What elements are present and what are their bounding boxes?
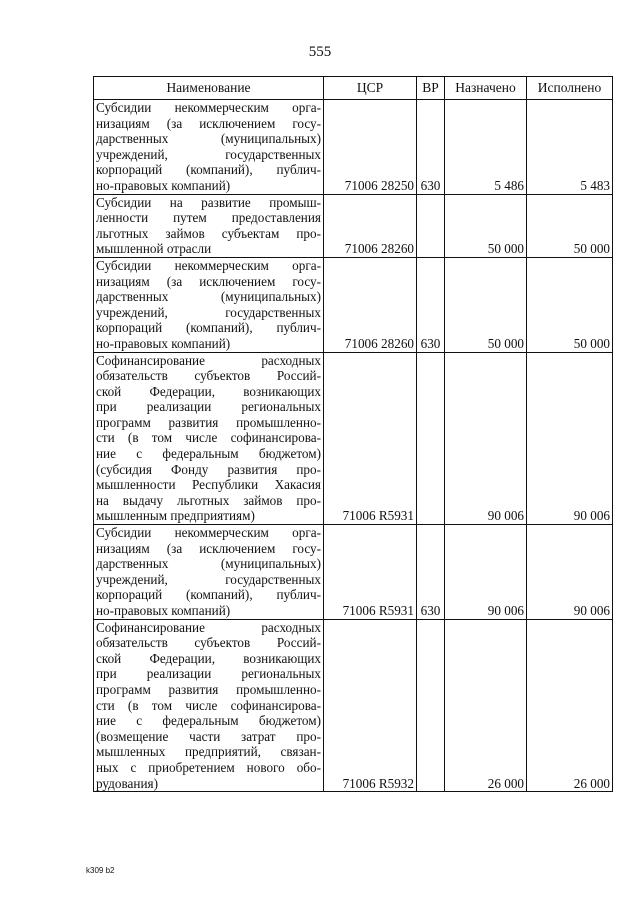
row-name-line: низациям (за исключением госу- bbox=[96, 273, 321, 289]
row-name-line: ных с приобретением нового обо- bbox=[96, 759, 321, 775]
row-name-line: ние с федеральным бюджетом) bbox=[96, 713, 321, 729]
table-row bbox=[94, 352, 613, 525]
row-vr bbox=[417, 619, 445, 792]
row-assigned: 5 486 bbox=[445, 100, 527, 195]
row-assigned: 50 000 bbox=[445, 257, 527, 352]
row-name-line: но-правовых компаний) bbox=[96, 603, 231, 618]
row-name-line: ленности путем предоставления bbox=[96, 210, 321, 226]
row-name-line: корпораций (компаний), публич- bbox=[96, 587, 321, 603]
row-name bbox=[94, 257, 324, 352]
row-name-line: (субсидия Фонду развития про- bbox=[96, 461, 321, 477]
row-name-line: дарственных (муниципальных) bbox=[96, 289, 321, 305]
row-name bbox=[94, 194, 324, 257]
row-name-line: мышленным предприятиям) bbox=[96, 508, 255, 524]
row-name-line: мышленных предприятий, связан- bbox=[96, 744, 321, 760]
row-name-line: низациям (за исключением госу- bbox=[96, 115, 321, 131]
row-name-line: на выдачу льготных займов про- bbox=[96, 492, 321, 508]
header-executed: Исполнено bbox=[527, 77, 613, 100]
row-executed: 50 000 bbox=[527, 194, 613, 257]
table-row bbox=[94, 619, 613, 792]
row-name-line: Субсидии некоммерческим орга- bbox=[96, 525, 321, 541]
row-name-line: низациям (за исключением госу- bbox=[96, 540, 321, 556]
row-assigned: 26 000 bbox=[445, 619, 527, 792]
row-name bbox=[94, 100, 324, 195]
table-row bbox=[94, 100, 613, 195]
row-name-line: ние с федеральным бюджетом) bbox=[96, 446, 321, 462]
row-executed: 90 006 bbox=[527, 352, 613, 525]
header-vr: ВР bbox=[417, 77, 445, 100]
header-assigned: Назначено bbox=[445, 77, 527, 100]
row-name-line: программ развития промышленно- bbox=[96, 414, 321, 430]
header-csr: ЦСР bbox=[324, 77, 417, 100]
row-name-line: учреждений, государственных bbox=[96, 571, 321, 587]
row-executed: 90 006 bbox=[527, 525, 613, 620]
row-name-line: корпораций (компаний), публич- bbox=[96, 320, 321, 336]
row-assigned: 90 006 bbox=[445, 352, 527, 525]
row-vr bbox=[417, 194, 445, 257]
row-name-line: Субсидии некоммерческим орга- bbox=[96, 257, 321, 273]
row-name-line: программ развития промышленно- bbox=[96, 681, 321, 697]
row-name-line: (возмещение части затрат про- bbox=[96, 728, 321, 744]
table-row bbox=[94, 194, 613, 257]
row-name-line: но-правовых компаний) bbox=[96, 335, 231, 351]
row-vr: 630 bbox=[417, 257, 445, 352]
row-name-line: корпораций (компаний), публич- bbox=[96, 162, 321, 178]
row-name-line: учреждений, государственных bbox=[96, 146, 321, 162]
row-name-line: ской Федерации, возникающих bbox=[96, 383, 321, 399]
row-name-line: но-правовых компаний) bbox=[96, 177, 231, 193]
row-name-line: льготных займов субъектам про- bbox=[96, 225, 321, 241]
row-name-line: мышленности Республики Хакасия bbox=[96, 477, 321, 493]
row-name bbox=[94, 619, 324, 792]
row-name-line: обязательств субъектов Россий- bbox=[96, 368, 321, 384]
table-body bbox=[94, 100, 613, 792]
row-name-line: учреждений, государственных bbox=[96, 304, 321, 320]
row-vr bbox=[417, 352, 445, 525]
row-name-line: сти (в том числе софинансирова- bbox=[96, 697, 321, 713]
row-executed: 5 483 bbox=[527, 100, 613, 195]
row-csr: 71006 28260 bbox=[324, 257, 417, 352]
row-csr: 71006 28250 bbox=[324, 100, 417, 195]
row-csr: 71006 R5931 bbox=[324, 352, 417, 525]
row-name-line: дарственных (муниципальных) bbox=[96, 131, 321, 147]
row-csr: 71006 R5931 bbox=[324, 525, 417, 620]
row-vr: 630 bbox=[417, 100, 445, 195]
row-assigned: 90 006 bbox=[445, 525, 527, 620]
row-csr: 71006 28260 bbox=[324, 194, 417, 257]
row-name-line: дарственных (муниципальных) bbox=[96, 556, 321, 572]
budget-table bbox=[93, 76, 613, 792]
footer-code: k309 b2 bbox=[86, 866, 115, 875]
table-row bbox=[94, 257, 613, 352]
row-name-line: обязательств субъектов Россий- bbox=[96, 635, 321, 651]
row-name bbox=[94, 525, 324, 620]
row-name bbox=[94, 352, 324, 525]
row-assigned: 50 000 bbox=[445, 194, 527, 257]
table-header-row bbox=[94, 77, 613, 100]
row-executed: 26 000 bbox=[527, 619, 613, 792]
row-name-line: ской Федерации, возникающих bbox=[96, 650, 321, 666]
header-name: Наименование bbox=[94, 77, 324, 100]
row-vr: 630 bbox=[417, 525, 445, 620]
row-name-line: Софинансирование расходных bbox=[96, 619, 321, 635]
row-name-line: при реализации региональных bbox=[96, 666, 321, 682]
row-csr: 71006 R5932 bbox=[324, 619, 417, 792]
row-name-line: мышленной отрасли bbox=[96, 241, 212, 257]
table-row bbox=[94, 525, 613, 620]
row-name-line: рудования) bbox=[96, 775, 158, 791]
row-name-line: сти (в том числе софинансирова- bbox=[96, 430, 321, 446]
row-name-line: Софинансирование расходных bbox=[96, 352, 321, 368]
row-name-line: Субсидии некоммерческим орга- bbox=[96, 100, 321, 115]
page-number: 555 bbox=[308, 44, 332, 60]
row-executed: 50 000 bbox=[527, 257, 613, 352]
row-name-line: при реализации региональных bbox=[96, 399, 321, 415]
row-name-line: Субсидии на развитие промыш- bbox=[96, 194, 321, 210]
